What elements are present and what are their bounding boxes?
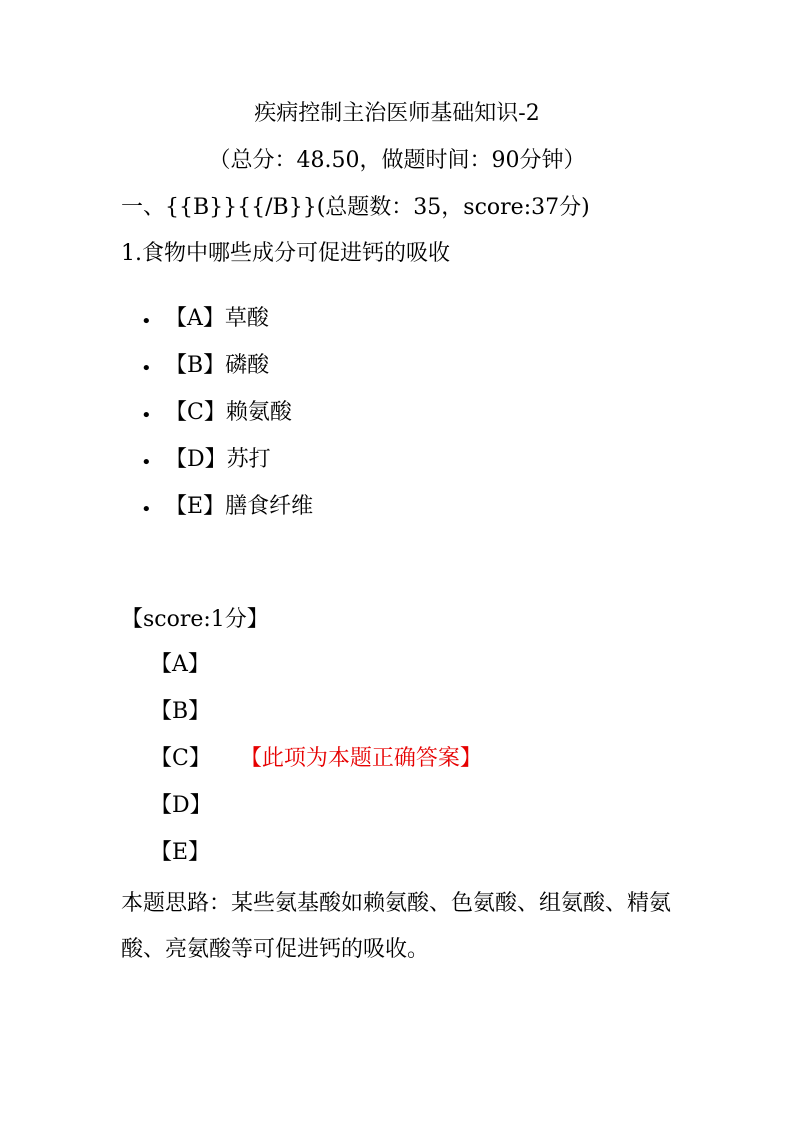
answer-list bbox=[150, 649, 482, 884]
option-label: 【E】 bbox=[165, 494, 226, 519]
answer-label: 【A】 bbox=[150, 652, 210, 677]
answer-analysis: 本题思路：某些氨基酸如赖氨酸、色氨酸、组氨酸、精氨酸、亮氨酸等可促进钙的吸收。 bbox=[121, 891, 672, 962]
answer-item-b bbox=[150, 696, 482, 743]
option-text: 草酸 bbox=[224, 306, 269, 331]
bullet-icon: • bbox=[141, 311, 152, 332]
score-line: 【score:1分】 bbox=[121, 607, 269, 632]
option-label: 【D】 bbox=[165, 447, 227, 472]
option-text: 赖氨酸 bbox=[225, 400, 292, 425]
answer-label: 【B】 bbox=[150, 699, 211, 724]
question-text: 1.食物中哪些成分可促进钙的吸收 bbox=[121, 241, 450, 266]
option-label: 【A】 bbox=[165, 306, 225, 331]
option-item-e bbox=[141, 490, 313, 537]
bullet-icon: • bbox=[141, 452, 152, 473]
option-text: 膳食纤维 bbox=[225, 494, 314, 519]
option-item-a bbox=[141, 302, 313, 349]
option-item-c bbox=[141, 396, 313, 443]
document-title: 疾病控制主治医师基础知识-2 bbox=[254, 101, 540, 126]
option-text: 磷酸 bbox=[225, 353, 270, 378]
bullet-icon: • bbox=[141, 499, 152, 520]
document-subtitle: （总分：48.50，做题时间：90分钟） bbox=[208, 148, 586, 173]
option-item-b bbox=[141, 349, 313, 396]
option-text: 苏打 bbox=[226, 447, 271, 472]
bullet-icon: • bbox=[141, 405, 152, 426]
option-label: 【C】 bbox=[165, 400, 226, 425]
answer-label: 【E】 bbox=[150, 840, 211, 865]
answer-item-a bbox=[150, 649, 482, 696]
answer-item-d bbox=[150, 790, 482, 837]
option-list bbox=[141, 302, 313, 537]
answer-item-e bbox=[150, 837, 482, 884]
answer-item-c bbox=[150, 743, 482, 790]
bullet-icon: • bbox=[141, 358, 152, 379]
section-heading: 一、{{B}}{{/B}}(总题数：35，score:37分) bbox=[121, 195, 590, 220]
correct-answer-marker: 【此项为本题正确答案】 bbox=[250, 746, 482, 771]
option-item-d bbox=[141, 443, 313, 490]
answer-label: 【D】 bbox=[150, 793, 212, 818]
option-label: 【B】 bbox=[165, 353, 226, 378]
answer-label: 【C】 bbox=[150, 746, 211, 771]
